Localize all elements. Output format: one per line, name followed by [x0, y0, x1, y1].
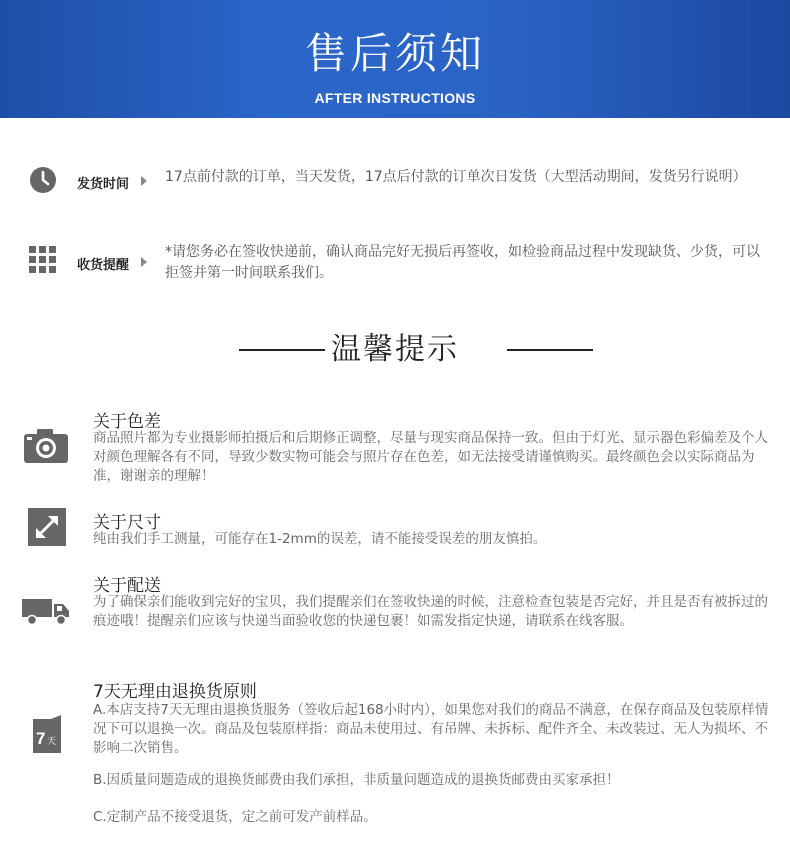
info-text: *请您务必在签收快递前，确认商品完好无损后再签收，如检验商品过程中发现缺货、少货，可以拒签并第一时间联系我们。	[165, 244, 760, 281]
triangle-right-icon	[141, 176, 147, 186]
tip-heading: 关于色差	[93, 412, 161, 432]
tip-body-c: C.定制产品不接受退货，定之前可发产前样品。	[93, 809, 377, 825]
resize-arrow-icon	[28, 508, 66, 550]
seven-day-number: 7	[36, 729, 46, 748]
page-title: 售后须知	[304, 29, 485, 78]
tip-body: 纯由我们手工测量，可能存在1-2mm的误差，请不能接受误差的朋友慎拍。	[93, 531, 547, 547]
tip-body: 商品照片都为专业摄影师拍摄后和后期修正调整，尽量与现实商品保持一致。但由于灯光、显示器色彩偏差及个人对颜色理解各有不同，导致少数实物可能会与照片存在色差，如无法接受请谨慎购买。最终颜色会以实际商品为准，谢谢亲的理解！	[93, 430, 768, 484]
tip-body: 为了确保亲们能收到完好的宝贝，我们提醒亲们在签收快递的时候，注意检查包装是否完好，并且是否有被拆过的痕迹哦！提醒亲们应该与快递当面验收您的快递包裹！如需发指定快递，请联系在线客服。	[93, 594, 768, 629]
section-divider	[0, 330, 790, 370]
info-label: 收货提醒	[77, 258, 130, 273]
info-row-shipping-time	[0, 163, 790, 213]
seven-day-unit: 天	[47, 737, 57, 747]
grid-icon	[29, 246, 57, 278]
tip-heading: 7天无理由退换货原则	[93, 682, 257, 702]
tip-return-policy	[0, 677, 790, 837]
seven-day-icon	[31, 715, 65, 761]
clock-icon	[29, 166, 57, 198]
divider-line-right	[507, 349, 593, 351]
tip-delivery	[0, 571, 790, 651]
tip-heading: 关于尺寸	[93, 513, 161, 533]
triangle-right-icon	[141, 257, 147, 267]
header-banner	[0, 0, 790, 118]
info-text: 17点前付款的订单，当天发货，17点后付款的订单次日发货（大型活动期间，发货另行说明）	[165, 169, 747, 185]
info-label: 发货时间	[77, 177, 130, 192]
tip-body-a: A.本店支持7天无理由退换货服务（签收后起168小时内），如果您对我们的商品不满意，在保存商品及包装原样情况下可以退换一次。商品及包装原样指：商品未使用过、有吊牌、未拆标、配件齐全、未改装过、无人为损坏、不影响二次销售。	[93, 702, 769, 756]
truck-icon	[22, 597, 70, 629]
tip-heading: 关于配送	[93, 576, 161, 596]
tip-body-b: B.因质量问题造成的退换货邮费由我们承担，非质量问题造成的退换货邮费由买家承担！	[93, 772, 620, 788]
page-subtitle: AFTER INSTRUCTIONS	[314, 90, 476, 106]
tip-size	[0, 508, 790, 558]
tip-color-difference	[0, 407, 790, 487]
camera-icon	[24, 429, 68, 467]
section-title: 温馨提示	[331, 332, 459, 367]
info-row-receiving-reminder	[0, 241, 790, 291]
